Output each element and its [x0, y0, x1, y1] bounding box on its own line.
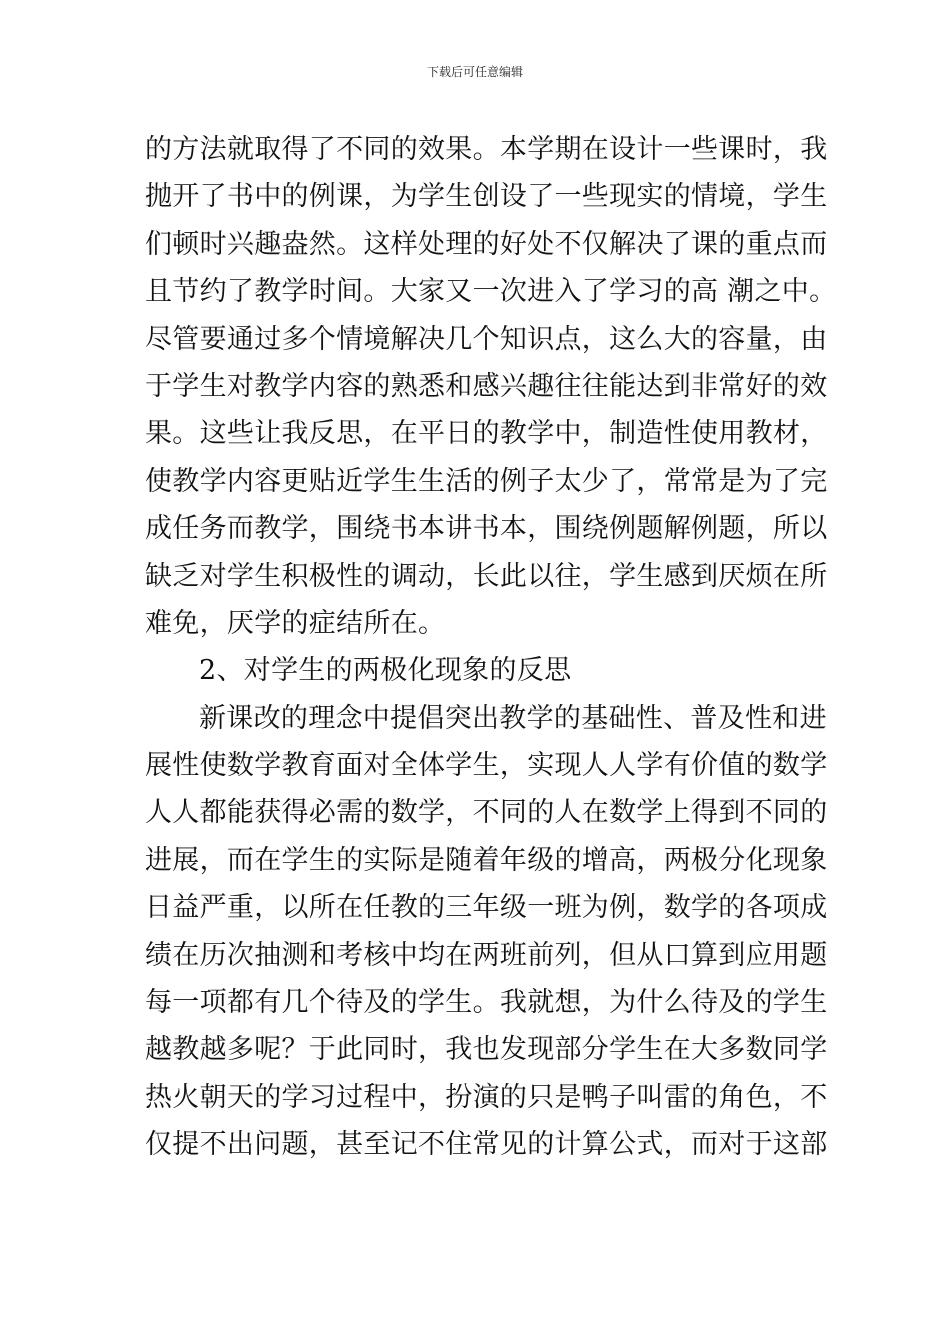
paragraph-line-4: 且节约了教学时间。大家又一次进入了学习的高 潮之中。: [145, 276, 837, 308]
paragraph-line-1: 的方法就取得了不同的效果。本学期在设计一些课时，我: [145, 134, 828, 165]
paragraph-line-5: 尽管要通过多个情境解决几个知识点，这么大的容量，由: [145, 323, 828, 355]
paragraph-line-20: 越教越多呢？于此同时，我也发现部分学生在大多数同学: [145, 1034, 828, 1066]
paragraph-line-13: 新课改的理念中提倡突出教学的基础性、普及性和进: [199, 702, 827, 734]
document-body: [145, 126, 837, 1169]
paragraph-line-10: 缺乏对学生积极性的调动，长此以往，学生感到厌烦在所: [145, 560, 828, 592]
paragraph-line-17: 日益严重，以所在任教的三年级一班为例，数学的各项成: [145, 892, 828, 924]
paragraph-line-2: 抛开了书中的例课，为学生创设了一些现实的情境，学生: [145, 181, 828, 213]
paragraph-line-9: 成任务而教学，围绕书本讲书本，围绕例题解例题，所以: [145, 513, 828, 545]
paragraph-line-3: 们顿时兴趣盎然。这样处理的好处不仅解决了课的重点而: [145, 228, 828, 260]
paragraph-line-18: 绩在历次抽测和考核中均在两班前列，但从口算到应用题: [145, 939, 828, 971]
paragraph-line-19: 每一项都有几个待及的学生。我就想，为什么待及的学生: [145, 987, 828, 1019]
section-heading: 2、对学生的两极化现象的反思: [199, 655, 572, 687]
page-header: 下载后可任意编辑: [426, 65, 523, 79]
paragraph-line-16: 进展，而在学生的实际是随着年级的增高，两极分化现象: [145, 844, 828, 876]
paragraph-line-7: 果。这些让我反思，在平日的教学中，制造性使用教材，: [145, 418, 828, 450]
paragraph-line-21: 热火朝天的学习过程中，扮演的只是鸭子叫雷的角色，不: [145, 1081, 828, 1113]
paragraph-line-15: 人人都能获得必需的数学，不同的人在数学上得到不同的: [145, 797, 828, 829]
paragraph-line-14: 展性使数学教育面对全体学生，实现人人学有价值的数学: [145, 750, 828, 782]
paragraph-line-22: 仅提不出问题，甚至记不住常见的计算公式，而对于这部: [145, 1129, 828, 1161]
paragraph-line-8: 使教学内容更贴近学生生活的例子太少了，常常是为了完: [145, 465, 828, 497]
paragraph-line-6: 于学生对教学内容的熟悉和感兴趣往往能达到非常好的效: [145, 370, 828, 402]
paragraph-line-11: 难免，厌学的症结所在。: [145, 607, 446, 639]
